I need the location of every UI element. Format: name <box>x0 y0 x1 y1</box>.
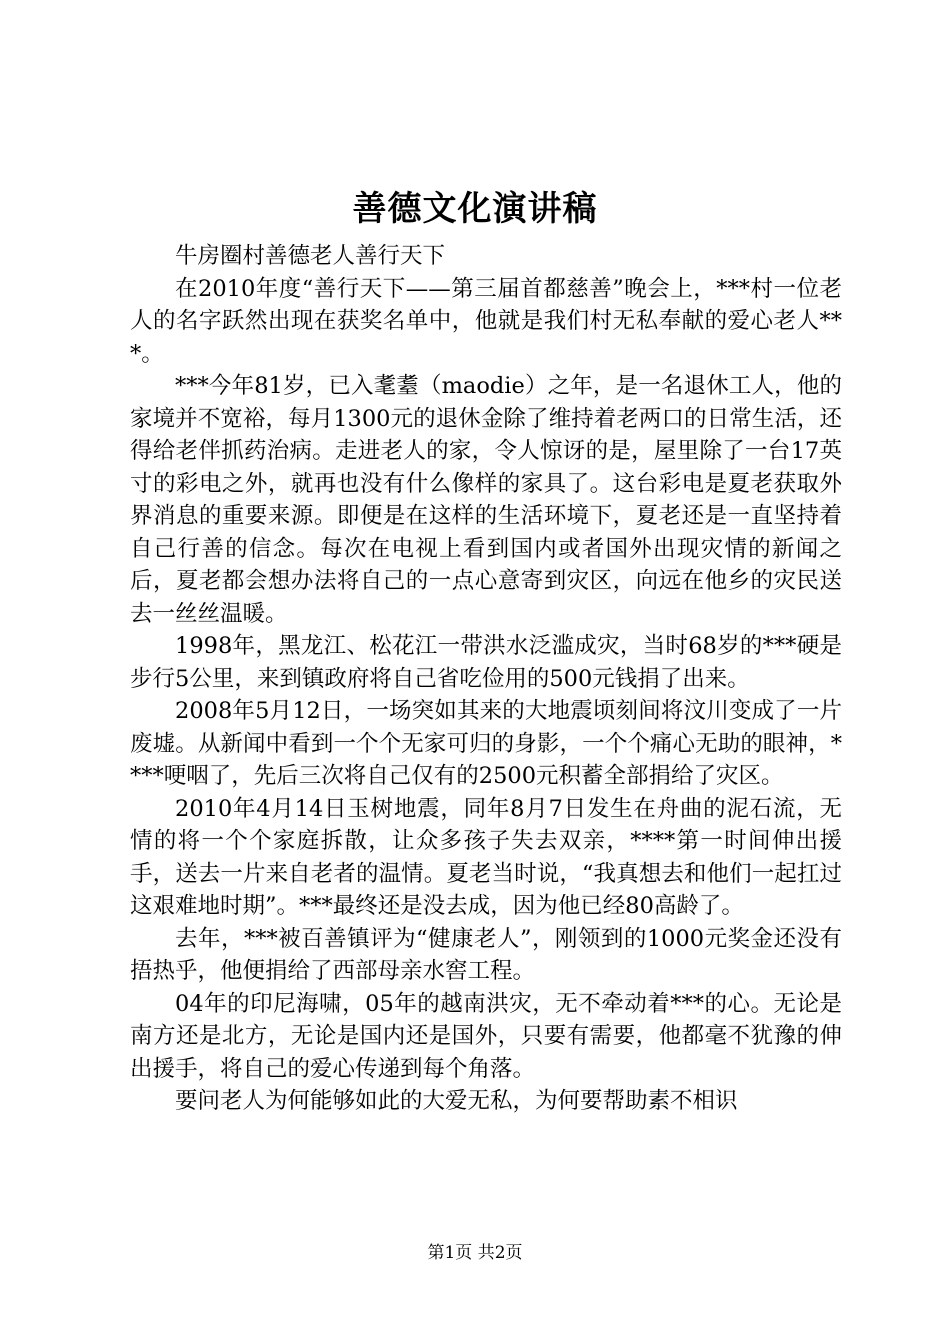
paragraph: 要问老人为何能够如此的大爱无私，为何要帮助素不相识 <box>175 1088 738 1114</box>
page-title: 善德文化演讲稿 <box>352 189 598 229</box>
paragraph: 2010年4月14日玉树地震，同年8月7日发生在舟曲的泥石流，无情的将一个个家庭拆散，让众多孩子失去双亲，****第一时间伸出援手，送去一片来自老者的温情。夏老当时说，“我真想去和他们一起扛过这艰难地时期”。***最终还是没去成，因为他已经80高龄了。 <box>130 795 842 919</box>
article-body <box>130 240 842 1118</box>
paragraph: 在2010年度“善行天下——第三届首都慈善”晚会上，***村一位老人的名字跃然出现在获奖名单中，他就是我们村无私奉献的爱心老人***。 <box>130 275 842 367</box>
page-number-footer: 第1页 共2页 <box>427 1243 523 1263</box>
paragraph: 去年，***被百善镇评为“健康老人”，刚领到的1000元奖金还没有捂热乎，他便捐给了西部母亲水窖工程。 <box>130 925 842 984</box>
paragraph: 04年的印尼海啸，05年的越南洪灾，无不牵动着***的心。无论是南方还是北方，无论是国内还是国外，只要有需要，他都毫不犹豫的伸出援手，将自己的爱心传递到每个角落。 <box>130 990 842 1082</box>
paragraph-subtitle: 牛房圈村善德老人善行天下 <box>175 243 446 269</box>
paragraph: 2008年5月12日，一场突如其来的大地震顷刻间将汶川变成了一片废墟。从新闻中看到一个个无家可归的身影，一个个痛心无助的眼神，****哽咽了，先后三次将自己仅有的2500元积蓄全部捐给了灾区。 <box>130 698 842 789</box>
paragraph: ***今年81岁，已入耄耋（maodie）之年，是一名退休工人，他的家境并不宽裕，每月1300元的退休金除了维持着老两口的日常生活，还得给老伴抓药治病。走进老人的家，令人惊讶的是，屋里除了一台17英寸的彩电之外，就再也没有什么像样的家具了。这台彩电是夏老获取外界消息的重要来源。即便是在这样的生活环境下，夏老还是一直坚持着自己行善的信念。每次在电视上看到国内或者国外出现灾情的新闻之后，夏老都会想办法将自己的一点心意寄到灾区，向远在他乡的灾民送去一丝丝温暖。 <box>130 373 842 627</box>
paragraph: 1998年，黑龙江、松花江一带洪水泛滥成灾，当时68岁的***硬是步行5公里，来到镇政府将自己省吃俭用的500元钱捐了出来。 <box>130 633 842 692</box>
